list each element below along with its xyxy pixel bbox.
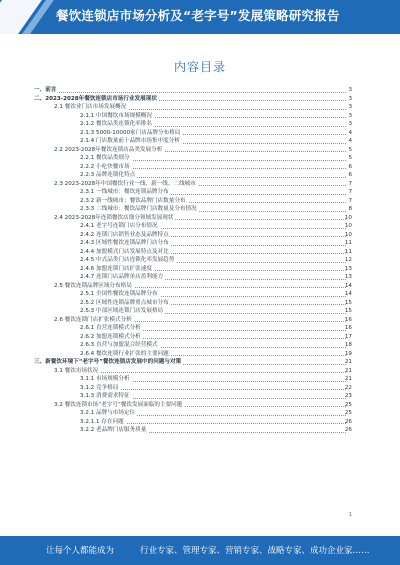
toc-entry-page: 8	[348, 206, 352, 212]
toc-entry-page: 19	[344, 350, 352, 357]
toc-entry-label: 2.6.4 餐饮连锁行业扩张的主要问题	[80, 350, 169, 357]
toc-entry[interactable]	[34, 146, 352, 155]
toc-entry-page: 6	[348, 172, 352, 178]
toc-entry[interactable]	[34, 426, 352, 435]
toc-entry[interactable]	[34, 299, 352, 308]
toc-entry-page: 3	[348, 87, 352, 93]
toc-entry-page: 5	[348, 146, 352, 153]
toc-entry-page: 23	[344, 393, 352, 399]
toc-entry-page: 15	[344, 299, 352, 306]
toc-entry-page: 14	[344, 282, 352, 289]
toc-entry-page: 13	[344, 274, 352, 280]
toc-entry-label: 2.5.3 中部区域连锁门店发展格局	[80, 308, 164, 314]
toc-entry-label: 2.4.6 加盟连锁门店扩张速度	[80, 265, 152, 272]
toc-entry-label: 3.1.1 市场规模分析	[80, 376, 130, 382]
toc-entry-label: 2.4.3 区域性餐饮连锁品牌门店分布	[80, 240, 169, 246]
toc-entry-page: 26	[344, 418, 352, 425]
toc-entry[interactable]	[34, 375, 352, 384]
toc-entry-page: 11	[344, 240, 352, 246]
toc-entry-page: 21	[344, 367, 352, 374]
toc-entry[interactable]	[34, 358, 352, 367]
page-number: 1	[348, 512, 352, 518]
toc-entry[interactable]	[34, 222, 352, 231]
toc-leader-dots	[84, 389, 346, 390]
toc-entry[interactable]	[34, 129, 352, 138]
toc-entry[interactable]	[34, 333, 352, 342]
toc-entry-label: 2.3.3 二线城市：餐饮品牌门店数量及分布情况	[80, 206, 197, 212]
toc-entry[interactable]	[34, 239, 352, 248]
toc-leader-dots	[42, 92, 346, 93]
toc-entry-page: 7	[348, 180, 352, 187]
toc-entry-label: 2.5.2 区域性连锁品牌重点城市分布	[80, 299, 169, 306]
toc-entry[interactable]	[34, 324, 352, 333]
toc-heading: 内容目录	[173, 60, 226, 74]
toc-entry-label: 2.3.1 一线城市：餐饮连锁品牌分布	[80, 189, 169, 195]
toc-entry[interactable]	[34, 112, 352, 121]
toc-entry-label: 2.4.2 连锁门店销售业态及品牌特点	[80, 231, 169, 238]
toc-entry[interactable]	[34, 341, 352, 350]
toc-entry-page: 25	[344, 401, 352, 408]
toc-entry-page: 3	[348, 121, 352, 127]
toc-entry[interactable]	[34, 103, 352, 112]
toc-entry-label: 3.1 餐饮市场状况	[54, 367, 99, 374]
toc-entry-label: 2.1.4 门店数量前十品牌市场集中度分析	[80, 138, 180, 144]
toc-entry-page: 11	[344, 248, 352, 255]
toc-entry-page: 6	[348, 163, 352, 170]
toc-entry-label: 2.4.7 连锁门店品牌单店盈利能力	[80, 274, 164, 280]
toc-entry[interactable]	[34, 197, 352, 206]
toc-entry-label: 3.1.3 消费需求特征	[80, 393, 130, 399]
toc-entry[interactable]	[34, 214, 352, 223]
toc-entry-page: 10	[344, 223, 352, 229]
toc-entry-page: 3	[348, 104, 352, 110]
toc-entry-page: 26	[344, 427, 352, 433]
toc-entry-label: 2.1 餐饮业门店市场发展概况	[54, 104, 127, 110]
toc-entry-label: 2.1.1 中国餐饮市场规模概况	[80, 112, 152, 119]
toc-entry-page: 7	[348, 197, 352, 204]
toc-entry[interactable]	[34, 171, 352, 180]
toc-entry-label: 3.2.1 品牌与市场定位	[80, 410, 136, 416]
toc-entry-label: 一、前言	[34, 87, 57, 93]
toc-entry[interactable]	[34, 120, 352, 129]
toc-entry-page: 16	[344, 316, 352, 323]
toc-entry-page: 4	[348, 129, 352, 136]
toc-entry[interactable]	[34, 248, 352, 257]
toc-entry-label: 2.2.2 小吃快餐市场	[80, 163, 130, 170]
toc-entry[interactable]	[34, 392, 352, 401]
toc-entry[interactable]	[34, 180, 352, 189]
toc-entry-page: 10	[344, 231, 352, 238]
toc-entry[interactable]	[34, 265, 352, 274]
toc-entry[interactable]	[34, 231, 352, 240]
toc-entry-page: 3	[348, 95, 352, 102]
toc-entry-page: 21	[344, 376, 352, 382]
toc-entry-page: 4	[348, 138, 352, 144]
toc-entry[interactable]	[34, 409, 352, 418]
toc-entry[interactable]	[34, 86, 352, 95]
toc-entry-label: 2.6.3 直营与加盟混合经营模式	[80, 342, 158, 348]
toc-entry-page: 18	[344, 342, 352, 348]
toc-entry[interactable]	[34, 367, 352, 376]
toc-entry-page: 17	[344, 333, 352, 340]
toc-entry-label: 3.2.2 老品牌门店服务质量	[80, 427, 147, 433]
toc-entry[interactable]	[34, 401, 352, 410]
toc-entry-label: 2.6.1 直营连锁模式分析	[80, 325, 141, 331]
toc-entry-label: 2.2 2023-2028年餐饮连锁店品类发展分析	[54, 146, 163, 153]
toc-entry[interactable]	[34, 350, 352, 359]
toc-entry-label: 3.2.1.1 存在问题	[80, 418, 124, 425]
toc-entry[interactable]	[34, 418, 352, 427]
toc-entry[interactable]	[34, 282, 352, 291]
toc-entry[interactable]	[34, 137, 352, 146]
toc-entry-page: 25	[344, 410, 352, 416]
toc-leader-dots	[58, 372, 346, 373]
toc-entry[interactable]	[34, 163, 352, 172]
table-of-contents	[34, 86, 352, 435]
toc-entry-label: 3.1.2 竞争格局	[80, 384, 119, 391]
toc-entry-label: 2.3.2 新一线城市：餐饮品牌门店数量分布	[80, 197, 186, 204]
toc-entry-page: 5	[348, 155, 352, 161]
toc-entry-label: 3.2 餐饮连锁市场“老字号”餐饮发展面临的主要问题	[54, 401, 183, 408]
toc-entry-label: 2.3 2023-2028年中国餐饮行业一线、新一线、二线城市	[54, 180, 196, 187]
toc-entry[interactable]	[34, 384, 352, 393]
toc-entry[interactable]	[34, 273, 352, 282]
toc-entry-label: 2.6 餐饮连锁门店扩张模式分析	[54, 316, 132, 323]
toc-entry-page: 22	[344, 384, 352, 391]
toc-entry[interactable]	[34, 256, 352, 265]
toc-entry-label: 2.1.3 5000-10000家门店品牌分布格局	[80, 129, 181, 136]
toc-entry[interactable]	[34, 290, 352, 299]
toc-entry[interactable]	[34, 307, 352, 316]
toc-entry-label: 二、2023-2028年餐饮连锁店市场行业发展现状	[34, 95, 157, 102]
toc-entry-page: 13	[344, 265, 352, 272]
toc-entry-page: 14	[344, 291, 352, 297]
report-header-bar	[0, 0, 400, 34]
toc-entry[interactable]	[34, 188, 352, 197]
toc-entry-page: 7	[348, 189, 352, 195]
toc-entry-label: 2.4.4 加盟模式门店发展特点及对比	[80, 248, 169, 255]
toc-entry-page: 15	[344, 308, 352, 314]
footer-slogan-left: 让每个人都能成为	[46, 546, 115, 556]
toc-entry-label: 2.1.2 餐饮品类连锁化率排名	[80, 121, 152, 127]
toc-entry-label: 三、新餐饮环境下“老字号”餐饮连锁店发展中的问题与对策	[34, 359, 182, 365]
toc-entry-label: 2.4 2023-2028年连锁餐饮店细分领域发展现状	[54, 214, 174, 221]
toc-entry-label: 2.5 餐饮连锁品牌区域分布格局	[54, 282, 132, 289]
toc-entry[interactable]	[34, 95, 352, 104]
toc-entry-label: 2.4.1 老字号连锁门店分布情况	[80, 223, 158, 229]
footer-bar	[0, 536, 400, 565]
footer-slogan-right: 行业专家、管理专家、营销专家、战略专家、成功企业家……	[140, 546, 370, 556]
toc-entry[interactable]	[34, 316, 352, 325]
toc-entry-label: 2.6.2 加盟连锁模式分析	[80, 333, 141, 340]
toc-entry-label: 2.5.1 全国性餐饮连锁品牌分布	[80, 291, 158, 297]
toc-entry-page: 10	[344, 214, 352, 221]
toc-entry-page: 3	[348, 112, 352, 119]
toc-entry-label: 2.2.1 餐饮品类细分	[80, 155, 130, 161]
toc-entry-page: 12	[344, 257, 352, 263]
toc-entry-label: 2.2.3 品牌连锁化特点	[80, 172, 136, 178]
toc-entry[interactable]	[34, 154, 352, 163]
toc-entry-page: 16	[344, 325, 352, 331]
toc-entry-label: 2.4.5 中式品类门店连锁化率发展趋势	[80, 257, 175, 263]
toc-entry[interactable]	[34, 205, 352, 214]
toc-entry-page: 21	[344, 359, 352, 365]
report-title: 餐饮连锁店市场分析及“老字号”发展策略研究报告	[56, 8, 340, 23]
